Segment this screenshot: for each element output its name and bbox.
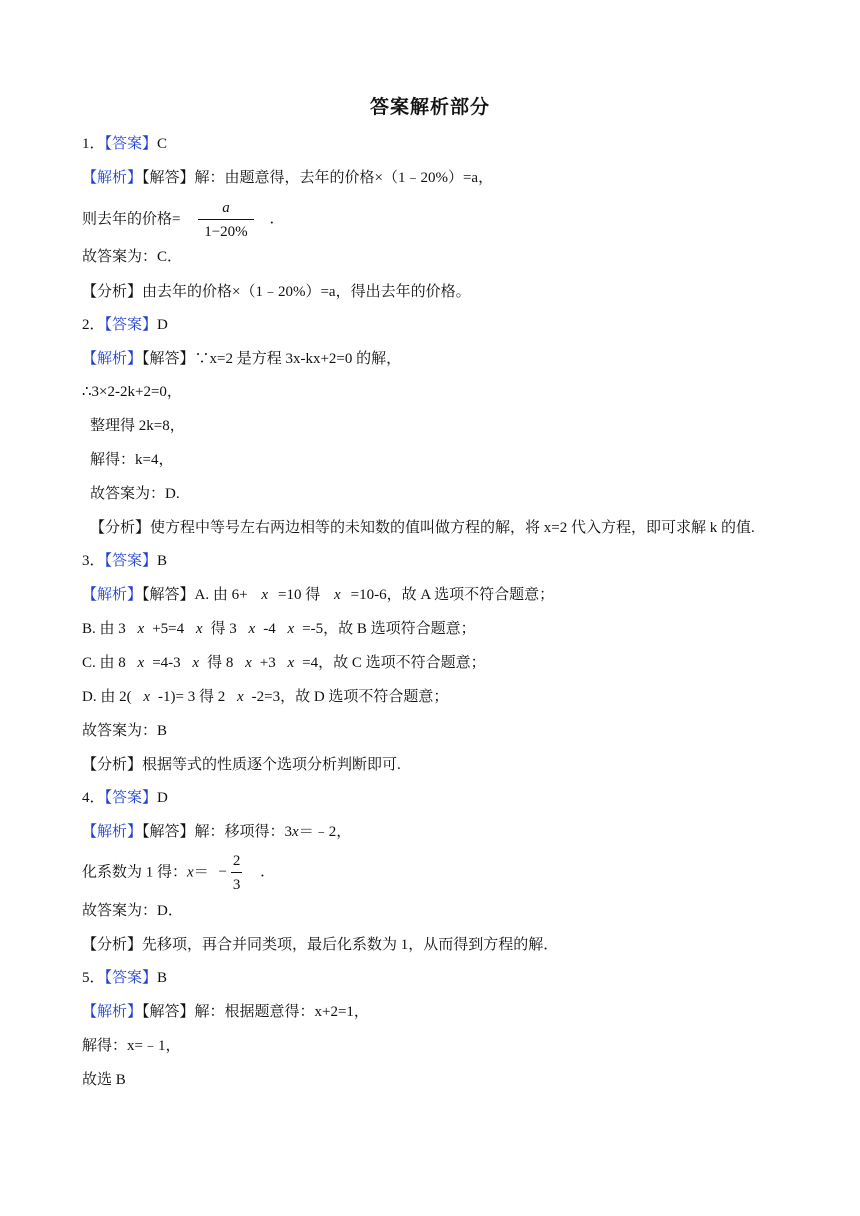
q3-var-x: x	[245, 655, 252, 671]
q4-number: 4．	[82, 790, 105, 806]
q4-text-1b: ＝﹣2，	[298, 824, 352, 840]
q4-answer-tag: 【答案】	[104, 790, 158, 806]
q3-var-x: x	[287, 655, 295, 671]
q4-answer-line	[82, 788, 168, 808]
q4-jiexi-tag: 【解析】	[82, 824, 143, 840]
q3-var-x: x	[236, 689, 244, 705]
q3-var-x: x	[192, 655, 200, 671]
q3-text-4b: -1)= 3 得 2	[158, 689, 226, 705]
q3-text-2e: =-5，故 B 选项符合题意；	[302, 621, 476, 637]
q4-text-2b: ＝	[193, 864, 209, 881]
q3-var-x: x	[137, 621, 145, 637]
q5-jiexi-tag: 【解析】	[82, 1004, 143, 1020]
q1-number: 1．	[82, 136, 105, 152]
q3-solution-line-3	[82, 653, 486, 673]
q2-jiexi-tag: 【解析】	[82, 351, 143, 367]
q3-text-3b: =4-3	[152, 655, 181, 671]
q1-solution-text-1: 【解答】解：由题意得，去年的价格×（1﹣20%）=a，	[142, 170, 494, 186]
q2-solution-text-1: 【解答】∵x=2 是方程 3x-kx+2=0 的解，	[142, 351, 402, 367]
q5-answer-tag: 【答案】	[104, 970, 158, 986]
q3-var-x: x	[143, 689, 150, 705]
q3-analysis-line: 【分析】根据等式的性质逐个选项分析判断即可.	[82, 757, 401, 773]
q1-fraction-denominator: 1−20%	[204, 224, 248, 240]
q3-solution-line-4	[82, 687, 448, 707]
q3-var-x: x	[287, 621, 295, 637]
q4-text-2a: 化系数为 1 得：	[82, 864, 188, 881]
q3-text-3e: =4，故 C 选项不符合题意；	[302, 655, 486, 671]
q3-var-x: x	[261, 587, 268, 603]
q3-text-2a: B. 由 3	[82, 621, 126, 637]
q4-fraction-denominator: 3	[232, 877, 241, 893]
q2-answer: D	[157, 317, 168, 333]
q2-solution-line-5: 故答案为：D.	[90, 486, 180, 502]
q3-answer-tag: 【答案】	[104, 553, 158, 569]
q4-solution-line-1	[82, 822, 351, 842]
q2-solution-line-3: 整理得 2k=8，	[90, 418, 185, 434]
q2-number: 2．	[82, 317, 105, 333]
q2-solution-line-1	[82, 349, 401, 369]
q3-jiexi-tag: 【解析】	[82, 587, 143, 603]
q3-text-4c: -2=3，故 D 选项不符合题意；	[251, 689, 449, 705]
q3-text-3c: 得 8	[207, 655, 234, 671]
q5-answer: B	[157, 970, 168, 986]
q1-analysis-line: 【分析】由去年的价格×（1﹣20%）=a，得出去年的价格。	[82, 284, 471, 300]
q1-fraction-numerator: a	[198, 198, 253, 220]
q3-text-2b: +5=4	[152, 621, 185, 637]
q4-text-1a: 【解答】解：移项得：3	[142, 824, 293, 840]
q1-fraction	[198, 198, 253, 242]
q2-analysis-line: 【分析】使方程中等号左右两边相等的未知数的值叫做方程的解，将 x=2 代入方程，即可求解 k 的值.	[90, 520, 755, 536]
q3-var-x: x	[333, 587, 341, 603]
q3-text-2c: 得 3	[210, 621, 237, 637]
q3-number: 3．	[82, 553, 105, 569]
q2-solution-line-2: ∴3×2-2k+2=0，	[82, 384, 182, 400]
q3-text-3a: C. 由 8	[82, 655, 126, 671]
q1-solution-text-2: 则去年的价格=	[82, 211, 181, 228]
q4-period: ．	[260, 864, 276, 881]
q4-fraction	[231, 851, 243, 895]
q2-answer-line	[82, 315, 168, 335]
q3-solution-line-5: 故答案为：B	[82, 723, 168, 739]
q1-period: ．	[269, 211, 285, 228]
q1-solution-line-3: 故答案为：C．	[82, 249, 183, 265]
q4-analysis-line: 【分析】先移项，再合并同类项，最后化系数为 1，从而得到方程的解．	[82, 937, 559, 953]
q1-solution-line-1	[82, 168, 493, 188]
q5-solution-line-3: 故选 B	[82, 1072, 126, 1088]
q5-solution-line-2: 解得：x=﹣1，	[82, 1038, 181, 1054]
q3-text-1a: 【解答】A. 由 6+	[142, 587, 248, 603]
q3-solution-line-1	[82, 585, 554, 605]
q3-answer: B	[157, 553, 168, 569]
q3-text-4a: D. 由 2(	[82, 689, 132, 705]
q3-var-x: x	[195, 621, 203, 637]
q1-jiexi-tag: 【解析】	[82, 170, 143, 186]
q2-solution-line-4: 解得：k=4，	[90, 452, 174, 468]
q3-var-x: x	[248, 621, 256, 637]
q1-answer-line	[82, 134, 167, 154]
q3-solution-line-2	[82, 619, 476, 639]
page-title: 答案解析部分	[369, 96, 490, 118]
q4-fraction-numerator: 2	[231, 851, 243, 873]
q5-solution-text-1: 【解答】解：根据题意得：x+2=1，	[142, 1004, 369, 1020]
q5-solution-line-1	[82, 1002, 369, 1022]
q3-text-1b: =10 得	[277, 587, 321, 603]
q1-answer-tag: 【答案】	[104, 136, 158, 152]
q4-solution-line-2	[82, 851, 275, 895]
q3-text-2d: -4	[263, 621, 276, 637]
q4-minus-sign: −	[218, 864, 227, 881]
q5-answer-line	[82, 968, 167, 988]
q1-solution-line-2	[82, 198, 284, 242]
q1-answer: C	[157, 136, 168, 152]
q5-number: 5．	[82, 970, 105, 986]
q4-answer: D	[157, 790, 168, 806]
q2-answer-tag: 【答案】	[104, 317, 158, 333]
q4-var-x: x	[187, 864, 194, 881]
q4-var-x: x	[292, 824, 299, 840]
q3-var-x: x	[137, 655, 145, 671]
q4-solution-line-3: 故答案为：D．	[82, 903, 183, 919]
q3-text-3d: +3	[259, 655, 276, 671]
q3-answer-line	[82, 551, 167, 571]
q3-text-1c: =10-6，故 A 选项不符合题意；	[350, 587, 555, 603]
